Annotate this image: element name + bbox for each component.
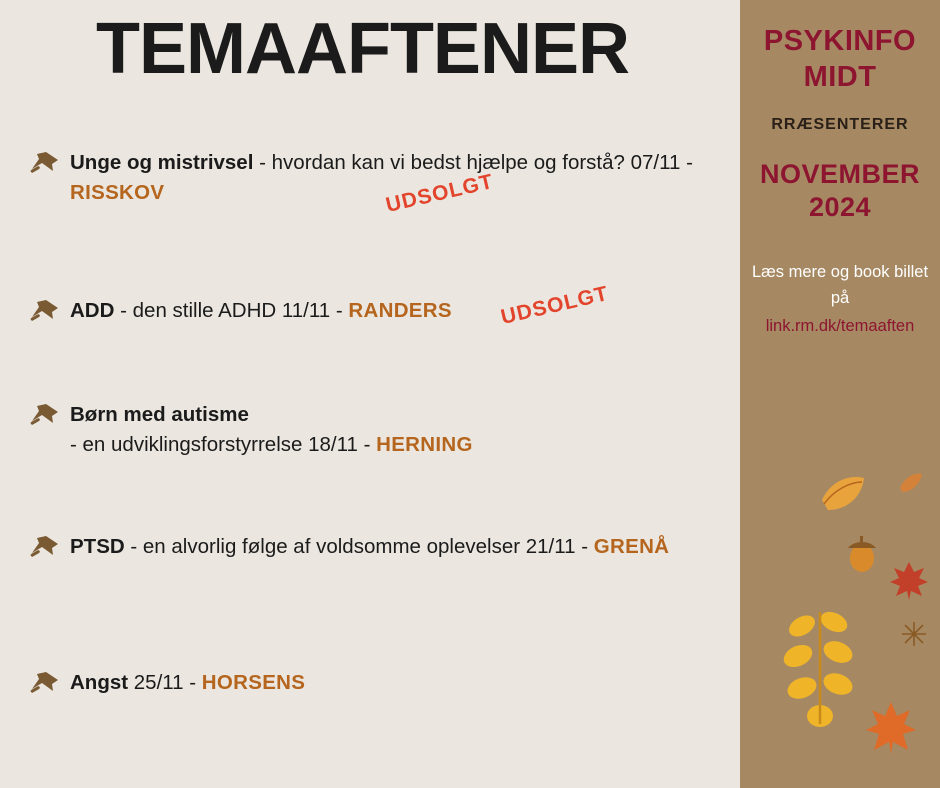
maple-leaf-icon — [888, 560, 930, 602]
event-description — [70, 668, 728, 698]
event-title: ADD — [70, 299, 115, 322]
year-label: 2024 — [808, 192, 872, 222]
event-description — [70, 400, 728, 460]
event-city: HERNING — [376, 433, 473, 456]
leaf-icon — [898, 470, 924, 496]
event-description — [70, 532, 728, 562]
acorn-icon — [844, 534, 880, 574]
rowan-leaf-icon — [776, 604, 868, 736]
booking-info: Læs mere og book billet på — [751, 263, 929, 307]
event-title: Angst — [70, 671, 129, 694]
pushpin-icon — [28, 670, 60, 700]
status-badge: UDSOLGT — [383, 169, 496, 218]
page-title: TEMAAFTENER — [96, 9, 629, 89]
list-item — [28, 296, 728, 326]
event-description — [70, 296, 728, 326]
brand-name-line2: MIDT — [803, 61, 877, 93]
event-detail: - hvordan kan vi bedst hjælpe og forstå? 07/11 - — [253, 151, 693, 174]
booking-link[interactable]: link.rm.dk/temaaften — [765, 317, 915, 335]
event-title: Unge og mistrivsel — [70, 151, 254, 174]
event-detail: - en udviklingsforstyrrelse 18/11 - — [70, 433, 377, 456]
month-label: NOVEMBER — [759, 159, 920, 189]
seed-icon — [900, 620, 928, 648]
list-item — [28, 668, 728, 698]
brand-name-line1: PSYKINFO — [763, 25, 917, 57]
list-item — [28, 400, 728, 460]
pushpin-icon — [28, 534, 60, 564]
pushpin-icon — [28, 150, 60, 180]
event-title: PTSD — [70, 535, 125, 558]
pushpin-icon — [28, 402, 60, 432]
event-city: RISSKOV — [70, 181, 165, 204]
event-detail: 25/11 - — [128, 671, 202, 694]
maple-leaf-icon — [864, 700, 918, 756]
event-city: RANDERS — [348, 299, 452, 322]
status-badge: UDSOLGT — [498, 281, 611, 330]
event-title: Børn med autisme — [70, 403, 249, 426]
pushpin-icon — [28, 298, 60, 328]
list-item — [28, 148, 728, 208]
list-item — [28, 532, 728, 562]
leaf-icon — [818, 470, 870, 514]
sidebar — [740, 0, 940, 788]
event-city: GRENÅ — [593, 535, 670, 558]
event-detail: - den stille ADHD 11/11 - — [114, 299, 349, 322]
event-detail: - en alvorlig følge af voldsomme oplevelser 21/11 - — [124, 535, 594, 558]
event-city: HORSENS — [201, 671, 306, 694]
presents-label: RRÆSENTERER — [771, 116, 909, 133]
